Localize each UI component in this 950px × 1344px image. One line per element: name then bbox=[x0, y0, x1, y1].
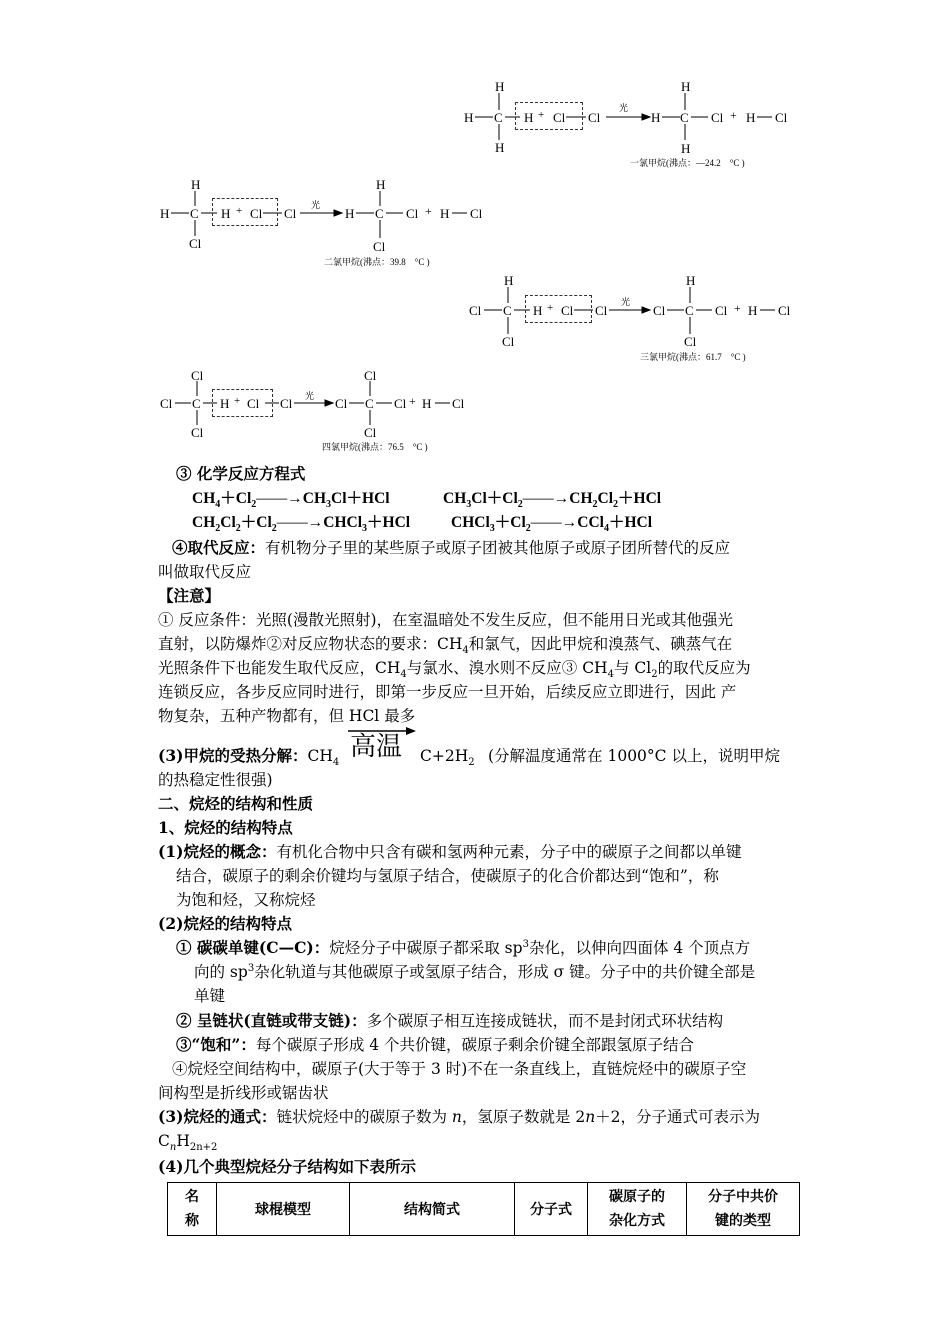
note-line: 光照条件下也能发生取代反应，$CH_4$与氯水、溴水则不反应③ $CH_4$与 $Cl_2$的取代反应为 bbox=[158, 659, 751, 681]
atom-h: H bbox=[651, 110, 661, 125]
general-formula-expression: $C_nH_{2n+2}$ bbox=[158, 1132, 218, 1154]
atom-cl: Cl bbox=[595, 303, 608, 318]
plus-sign: + bbox=[425, 204, 432, 218]
atom-cl: Cl bbox=[160, 396, 173, 411]
atom-cl: Cl bbox=[406, 206, 419, 221]
atom-h: H bbox=[220, 396, 230, 411]
plus-sign: + bbox=[234, 395, 241, 407]
atom-cl: Cl bbox=[452, 396, 465, 411]
note-title: 【注意】 bbox=[158, 586, 221, 605]
plus-sign: + bbox=[409, 394, 416, 408]
atom-h: H bbox=[504, 273, 514, 288]
feature-zigzag-cont: 间构型是折线形或锯齿状 bbox=[158, 1084, 329, 1102]
note-line: 物复杂，五种产物都有，但 HCl 最多 bbox=[158, 707, 416, 725]
atom-c: C bbox=[375, 206, 384, 221]
atom-h: H bbox=[422, 396, 432, 411]
plus-sign: + bbox=[730, 108, 737, 122]
decomposition-products: $C+2H_2$ bbox=[420, 747, 475, 769]
atom-h: H bbox=[160, 206, 170, 221]
light-condition: 光 bbox=[305, 391, 315, 401]
equation-4: $CHCl_3+Cl_2——\to CCl_4+HCl$ bbox=[451, 514, 653, 535]
atom-c: C bbox=[190, 206, 199, 221]
atom-h: H bbox=[681, 141, 691, 156]
atom-h: H bbox=[533, 303, 543, 318]
atom-h: H bbox=[440, 206, 450, 221]
substitution-definition: ④取代反应：有机物分子里的某些原子或原子团被其他原子或原子团所替代的反应 bbox=[172, 538, 731, 557]
atom-cl: Cl bbox=[364, 368, 377, 383]
high-temperature-condition: 高温 bbox=[350, 732, 403, 762]
atom-c: C bbox=[494, 110, 503, 125]
atom-c: C bbox=[680, 110, 689, 125]
feature-cc-single-bond: ① 碳碳单键(C—C)：烷烃分子中碳原子都采取 $sp^3$杂化，以伸向四面体 4 个顶点方 bbox=[176, 938, 751, 957]
equations-heading: ③ 化学反应方程式 bbox=[176, 464, 306, 483]
table-intro: (4)几个典型烷烃分子结构如下表所示 bbox=[158, 1157, 416, 1176]
atom-h: H bbox=[221, 206, 231, 221]
product-caption: 一氯甲烷(沸点：—24.2 °C ) bbox=[630, 158, 745, 168]
subsection-heading: 1、烷烃的结构特点 bbox=[158, 818, 293, 837]
feature-cc-single-bond-cont: 单键 bbox=[194, 987, 226, 1005]
header-hybridization: 碳原子的 杂化方式 bbox=[588, 1183, 687, 1236]
atom-cl: Cl bbox=[561, 303, 574, 318]
atom-h: H bbox=[495, 140, 505, 155]
atom-h: H bbox=[686, 273, 696, 288]
methane-decomposition: (3)甲烷的受热分解：$CH_4$ bbox=[158, 746, 340, 769]
feature-cc-single-bond-cont: 向的 $sp^3$杂化轨道与其他碳原子或氢原子结合，形成 σ 键。分子中的共价键全部是 bbox=[194, 962, 756, 981]
chlorination-diagram bbox=[0, 0, 950, 460]
atom-h: H bbox=[681, 79, 691, 94]
section-heading: 二、烷烃的结构和性质 bbox=[158, 794, 314, 813]
atom-cl: Cl bbox=[364, 425, 377, 440]
note-line: ① 反应条件：光照(漫散光照射)，在室温暗处不发生反应，但不能用日光或其他强光 bbox=[158, 611, 734, 629]
feature-zigzag: ④烷烃空间结构中，碳原子(大于等于 3 时)不在一条直线上，直链烷烃中的碳原子空 bbox=[172, 1060, 747, 1078]
atom-c: C bbox=[685, 303, 694, 318]
atom-c: C bbox=[192, 396, 201, 411]
alkane-structure-table bbox=[167, 1182, 800, 1236]
note-line: 连锁反应，各步反应同时进行，即第一步反应一旦开始，后续反应立即进行，因此 产 bbox=[158, 683, 737, 701]
atom-cl: Cl bbox=[373, 239, 386, 254]
header-bond-type: 分子中共价 键的类型 bbox=[687, 1183, 800, 1236]
atom-cl: Cl bbox=[191, 425, 204, 440]
decomposition-note: (分解温度通常在 1000°C 以上，说明甲烷 bbox=[488, 747, 780, 765]
atom-h: H bbox=[746, 110, 756, 125]
atom-cl: Cl bbox=[250, 206, 263, 221]
atom-h: H bbox=[524, 110, 534, 125]
note-line: 直射，以防爆炸②对反应物状态的要求：$CH_4$和氯气，因此甲烷和溴蒸气、碘蒸气在 bbox=[158, 635, 733, 657]
feature-chain: ② 呈链状(直链或带支链)：多个碳原子相互连接成链状，而不是封闭式环状结构 bbox=[176, 1011, 724, 1030]
plus-sign: + bbox=[236, 205, 243, 217]
equation-1: $CH_4+Cl_2——\to CH_3Cl+HCl$ bbox=[192, 490, 390, 511]
atom-c: C bbox=[365, 396, 374, 411]
atom-h: H bbox=[376, 177, 386, 192]
substitution-definition-cont: 叫做取代反应 bbox=[158, 563, 252, 581]
atom-cl: Cl bbox=[711, 110, 724, 125]
equation-3: $CH_2Cl_2+Cl_2——\to CHCl_3+HCl$ bbox=[192, 514, 411, 535]
atom-cl: Cl bbox=[588, 110, 601, 125]
atom-cl: Cl bbox=[394, 396, 407, 411]
plus-sign: + bbox=[538, 109, 545, 121]
atom-c: C bbox=[503, 303, 512, 318]
atom-h: H bbox=[464, 110, 474, 125]
atom-h: H bbox=[191, 177, 201, 192]
atom-cl: Cl bbox=[280, 396, 293, 411]
general-formula: (3)烷烃的通式：链状烷烃中的碳原子数为 n，氢原子数就是 2n＋2，分子通式可表示为 bbox=[158, 1107, 761, 1126]
atom-cl: Cl bbox=[247, 396, 260, 411]
product-caption: 四氯甲烷(沸点：76.5 °C ) bbox=[322, 442, 428, 452]
atom-cl: Cl bbox=[653, 303, 666, 318]
atom-cl: Cl bbox=[715, 303, 728, 318]
atom-h: H bbox=[495, 79, 505, 94]
atom-cl: Cl bbox=[553, 110, 566, 125]
plus-sign: + bbox=[547, 302, 554, 314]
header-ball-stick-model: 球棍模型 bbox=[217, 1183, 350, 1236]
decomposition-note-cont: 的热稳定性很强) bbox=[158, 771, 273, 789]
atom-cl: Cl bbox=[469, 303, 482, 318]
atom-cl: Cl bbox=[502, 334, 515, 349]
atom-cl: Cl bbox=[335, 396, 348, 411]
atom-cl: Cl bbox=[775, 110, 788, 125]
feature-saturated: ③“饱和”：每个碳原子形成 4 个共价键，碳原子剩余价键全部跟氢原子结合 bbox=[176, 1035, 695, 1054]
atom-cl: Cl bbox=[470, 206, 483, 221]
atom-h: H bbox=[748, 303, 758, 318]
light-condition: 光 bbox=[619, 103, 629, 113]
light-condition: 光 bbox=[311, 200, 321, 210]
header-molecular-formula: 分子式 bbox=[515, 1183, 588, 1236]
table-header-row bbox=[168, 1183, 800, 1236]
alkane-concept-cont: 为饱和烃，又称烷烃 bbox=[176, 891, 316, 909]
plus-sign: + bbox=[734, 301, 741, 315]
atom-cl: Cl bbox=[684, 334, 697, 349]
product-caption: 二氯甲烷(沸点：39.8 °C ) bbox=[324, 257, 430, 267]
atom-cl: Cl bbox=[778, 303, 791, 318]
atom-cl: Cl bbox=[284, 206, 297, 221]
structure-features-heading: (2)烷烃的结构特点 bbox=[158, 914, 292, 933]
alkane-concept: (1)烷烃的概念：有机化合物中只含有碳和氢两种元素，分子中的碳原子之间都以单键 bbox=[158, 842, 742, 861]
equation-2: $CH_3Cl+Cl_2——\to CH_2Cl_2+HCl$ bbox=[443, 490, 662, 511]
light-condition: 光 bbox=[621, 297, 631, 307]
atom-h: H bbox=[345, 206, 355, 221]
atom-cl: Cl bbox=[191, 368, 204, 383]
atom-cl: Cl bbox=[189, 236, 202, 251]
alkane-concept-cont: 结合，碳原子的剩余价键均与氢原子结合，使碳原子的化合价都达到“饱和”，称 bbox=[176, 867, 719, 885]
header-structural-formula: 结构简式 bbox=[350, 1183, 515, 1236]
product-caption: 三氯甲烷(沸点：61.7 °C ) bbox=[640, 352, 746, 362]
header-name: 名 称 bbox=[168, 1183, 217, 1236]
